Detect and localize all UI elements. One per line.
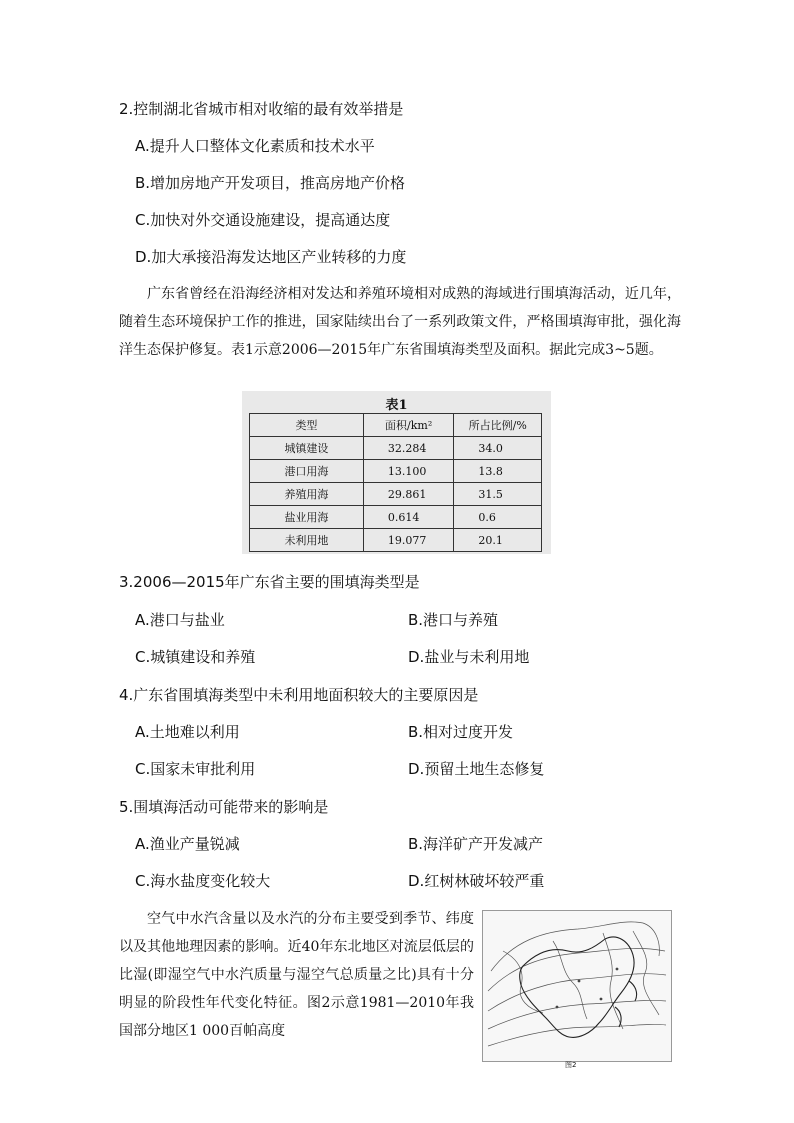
q5-stem: 5.围填海活动可能带来的影响是	[119, 798, 329, 816]
q2-stem: 2.控制湖北省城市相对收缩的最有效举措是	[119, 100, 404, 118]
table-cell: 19.077	[363, 529, 454, 552]
table-header-row	[250, 414, 542, 437]
q5-option-a: A.渔业产量锐减	[135, 835, 240, 853]
q5-option-c: C.海水盐度变化较大	[135, 872, 271, 890]
table-cell: 养殖用海	[250, 483, 364, 506]
q2-option-c: C.加快对外交通设施建设，提高通达度	[135, 211, 391, 229]
figure-2-map	[482, 910, 672, 1062]
table-row	[250, 460, 542, 483]
table-cell: 0.6	[454, 506, 542, 529]
passage-1: 广东省曾经在沿海经济相对发达和养殖环境相对成熟的海域进行围填海活动，近几年，随着生态环境保护工作的推进，国家陆续出台了一系列政策文件，严格围填海审批，强化海洋生态保护修复。表1示意2006—2015年广东省围填海类型及面积。据此完成3~5题。	[119, 286, 681, 358]
q4-stem: 4.广东省围填海类型中未利用地面积较大的主要原因是	[119, 686, 479, 704]
q3-option-d: D.盐业与未利用地	[408, 648, 530, 666]
table-cell: 32.284	[363, 437, 454, 460]
q4-option-c: C.国家未审批利用	[135, 760, 256, 778]
q5-option-b: B.海洋矿产开发减产	[408, 835, 544, 853]
table-cell: 盐业用海	[250, 506, 364, 529]
contour-map-graphic	[483, 911, 671, 1061]
table-cell: 未利用地	[250, 529, 364, 552]
q4-option-d: D.预留土地生态修复	[408, 760, 545, 778]
data-table	[249, 413, 542, 552]
q2-option-a: A.提升人口整体文化素质和技术水平	[135, 137, 375, 155]
figure-2-caption: 图2	[565, 1061, 577, 1069]
q5-option-d: D.红树林破坏较严重	[408, 872, 545, 890]
q3-stem: 3.2006—2015年广东省主要的围填海类型是	[119, 573, 420, 591]
table-row	[250, 483, 542, 506]
table-row	[250, 529, 542, 552]
table-row	[250, 506, 542, 529]
table-cell: 13.100	[363, 460, 454, 483]
table-cell: 13.8	[454, 460, 542, 483]
q2-option-b: B.增加房地产开发项目，推高房地产价格	[135, 174, 406, 192]
table-cell: 港口用海	[250, 460, 364, 483]
column-header: 所占比例/%	[454, 414, 542, 437]
q4-option-a: A.土地难以利用	[135, 723, 240, 741]
table-cell: 20.1	[454, 529, 542, 552]
table-cell: 34.0	[454, 437, 542, 460]
q3-option-a: A.港口与盐业	[135, 611, 225, 629]
q2-option-d: D.加大承接沿海发达地区产业转移的力度	[135, 248, 407, 266]
table-1-image	[242, 391, 551, 554]
q3-option-b: B.港口与养殖	[408, 611, 499, 629]
passage-2: 空气中水汽含量以及水汽的分布主要受到季节、纬度以及其他地理因素的影响。近40年东北地区对流层低层的比湿(即湿空气中水汽质量与湿空气总质量之比)具有十分明显的阶段性年代变化特征。图2示意1981—2010年我国部分地区1 000百帕高度	[119, 911, 474, 1039]
q3-option-c: C.城镇建设和养殖	[135, 648, 256, 666]
column-header: 类型	[250, 414, 364, 437]
table-row	[250, 437, 542, 460]
q4-option-b: B.相对过度开发	[408, 723, 514, 741]
table-cell: 31.5	[454, 483, 542, 506]
table-caption: 表1	[385, 398, 408, 413]
table-cell: 城镇建设	[250, 437, 364, 460]
table-cell: 29.861	[363, 483, 454, 506]
column-header: 面积/km²	[363, 414, 454, 437]
table-cell: 0.614	[363, 506, 454, 529]
